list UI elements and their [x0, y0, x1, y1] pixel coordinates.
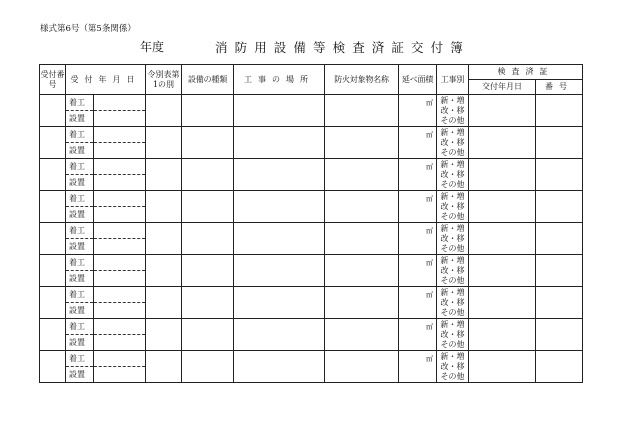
issue-date-cell: [469, 319, 536, 351]
work-option: 改・移: [440, 233, 465, 243]
cert-number-cell: [536, 319, 583, 351]
install-date-value: [94, 111, 146, 127]
issue-date-cell: [469, 191, 536, 223]
cert-number-cell: [536, 191, 583, 223]
start-date-value: [94, 319, 146, 335]
work-option: その他: [440, 339, 465, 349]
location-cell: [234, 159, 325, 191]
work-type-cell: [437, 319, 469, 351]
issue-date-cell: [469, 351, 536, 383]
floor-area-cell: ㎡: [399, 127, 437, 159]
start-label: 着工: [66, 191, 94, 207]
install-label: 設置: [66, 303, 94, 319]
start-label: 着工: [66, 159, 94, 175]
install-label: 設置: [66, 175, 94, 191]
category-cell: [146, 159, 182, 191]
work-option: 新・増: [440, 159, 465, 169]
floor-area-cell: ㎡: [399, 159, 437, 191]
floor-area-cell: ㎡: [399, 223, 437, 255]
work-type-cell: [437, 255, 469, 287]
work-option: 新・増: [440, 127, 465, 137]
equipment-cell: [182, 223, 234, 255]
work-option: 新・増: [440, 319, 465, 329]
start-label: 着工: [66, 223, 94, 239]
number-cell: [40, 159, 66, 191]
header-issue-date: 交付年月日: [469, 80, 536, 95]
work-option: 改・移: [440, 329, 465, 339]
start-label: 着工: [66, 319, 94, 335]
floor-area-cell: ㎡: [399, 191, 437, 223]
cert-number-cell: [536, 95, 583, 127]
install-date-value: [94, 239, 146, 255]
category-cell: [146, 287, 182, 319]
category-cell: [146, 127, 182, 159]
work-option: その他: [440, 307, 465, 317]
header-location: 工事の場所: [234, 65, 325, 95]
work-option: 改・移: [440, 201, 465, 211]
category-cell: [146, 319, 182, 351]
work-type-cell: [437, 95, 469, 127]
equipment-cell: [182, 319, 234, 351]
cert-number-cell: [536, 287, 583, 319]
ledger-table: [39, 64, 583, 383]
cert-number-cell: [536, 127, 583, 159]
start-label: 着工: [66, 95, 94, 111]
floor-area-cell: ㎡: [399, 255, 437, 287]
object-name-cell: [325, 191, 399, 223]
work-option: その他: [440, 371, 465, 381]
work-option: 改・移: [440, 105, 465, 115]
ledger-row: [40, 191, 583, 207]
number-cell: [40, 255, 66, 287]
object-name-cell: [325, 127, 399, 159]
header-object-name: 防火対象物名称: [325, 65, 399, 95]
work-option: 改・移: [440, 137, 465, 147]
work-option: その他: [440, 275, 465, 285]
form-code: 様式第6号（第5条関係）: [40, 24, 136, 34]
number-cell: [40, 191, 66, 223]
ledger-row: [40, 287, 583, 303]
number-cell: [40, 223, 66, 255]
work-option: 新・増: [440, 287, 465, 297]
header-certificate: 検査済証: [469, 65, 583, 80]
start-label: 着工: [66, 351, 94, 367]
ledger-row: [40, 127, 583, 143]
number-cell: [40, 127, 66, 159]
object-name-cell: [325, 223, 399, 255]
equipment-cell: [182, 191, 234, 223]
equipment-cell: [182, 287, 234, 319]
start-date-value: [94, 127, 146, 143]
location-cell: [234, 191, 325, 223]
header-number: 受付番号: [40, 65, 66, 95]
issue-date-cell: [469, 159, 536, 191]
ledger-row: [40, 319, 583, 335]
work-option: 新・増: [440, 255, 465, 265]
work-type-cell: [437, 191, 469, 223]
cert-number-cell: [536, 351, 583, 383]
header-floor-area: 延べ面積: [399, 65, 437, 95]
install-label: 設置: [66, 367, 94, 383]
category-cell: [146, 95, 182, 127]
install-label: 設置: [66, 271, 94, 287]
object-name-cell: [325, 159, 399, 191]
header-equipment: 設備の種類: [182, 65, 234, 95]
work-type-cell: [437, 287, 469, 319]
object-name-cell: [325, 95, 399, 127]
object-name-cell: [325, 319, 399, 351]
install-label: 設置: [66, 143, 94, 159]
ledger-row: [40, 159, 583, 175]
install-date-value: [94, 143, 146, 159]
ledger-row: [40, 223, 583, 239]
equipment-cell: [182, 95, 234, 127]
cert-number-cell: [536, 223, 583, 255]
work-option: その他: [440, 147, 465, 157]
work-option: その他: [440, 115, 465, 125]
category-cell: [146, 351, 182, 383]
location-cell: [234, 95, 325, 127]
form-title: 消防用設備等検査済証交付簿: [215, 40, 470, 55]
number-cell: [40, 95, 66, 127]
number-cell: [40, 287, 66, 319]
year-label: 年度: [140, 40, 165, 54]
work-option: 新・増: [440, 95, 465, 105]
work-option: 改・移: [440, 169, 465, 179]
category-cell: [146, 191, 182, 223]
work-option: 新・増: [440, 351, 465, 361]
cert-number-cell: [536, 255, 583, 287]
issue-date-cell: [469, 287, 536, 319]
equipment-cell: [182, 255, 234, 287]
header-category: 令別表第1の別: [146, 65, 182, 95]
floor-area-cell: ㎡: [399, 351, 437, 383]
location-cell: [234, 351, 325, 383]
work-type-cell: [437, 351, 469, 383]
object-name-cell: [325, 255, 399, 287]
install-date-value: [94, 175, 146, 191]
install-label: 設置: [66, 207, 94, 223]
start-date-value: [94, 351, 146, 367]
start-label: 着工: [66, 255, 94, 271]
header-work-type: 工事別: [437, 65, 469, 95]
start-label: 着工: [66, 287, 94, 303]
equipment-cell: [182, 159, 234, 191]
install-date-value: [94, 303, 146, 319]
issue-date-cell: [469, 223, 536, 255]
install-label: 設置: [66, 335, 94, 351]
install-date-value: [94, 271, 146, 287]
ledger-body: [40, 95, 583, 383]
floor-area-cell: ㎡: [399, 319, 437, 351]
ledger-row: [40, 255, 583, 271]
work-option: 改・移: [440, 265, 465, 275]
number-cell: [40, 319, 66, 351]
work-type-cell: [437, 127, 469, 159]
category-cell: [146, 223, 182, 255]
start-date-value: [94, 159, 146, 175]
work-option: 改・移: [440, 297, 465, 307]
equipment-cell: [182, 351, 234, 383]
floor-area-cell: ㎡: [399, 95, 437, 127]
start-date-value: [94, 191, 146, 207]
header-cert-number: 番号: [536, 80, 583, 95]
start-date-value: [94, 95, 146, 111]
header-date: 受付年月日: [66, 65, 146, 95]
location-cell: [234, 255, 325, 287]
install-label: 設置: [66, 111, 94, 127]
start-date-value: [94, 287, 146, 303]
number-cell: [40, 351, 66, 383]
floor-area-cell: ㎡: [399, 287, 437, 319]
work-type-cell: [437, 223, 469, 255]
start-date-value: [94, 255, 146, 271]
install-label: 設置: [66, 239, 94, 255]
location-cell: [234, 319, 325, 351]
issue-date-cell: [469, 255, 536, 287]
start-label: 着工: [66, 127, 94, 143]
work-option: その他: [440, 179, 465, 189]
location-cell: [234, 223, 325, 255]
work-option: 新・増: [440, 191, 465, 201]
work-option: その他: [440, 211, 465, 221]
install-date-value: [94, 367, 146, 383]
issue-date-cell: [469, 95, 536, 127]
work-option: その他: [440, 243, 465, 253]
install-date-value: [94, 335, 146, 351]
start-date-value: [94, 223, 146, 239]
location-cell: [234, 287, 325, 319]
ledger-row: [40, 95, 583, 111]
object-name-cell: [325, 351, 399, 383]
work-option: 改・移: [440, 361, 465, 371]
work-option: 新・増: [440, 223, 465, 233]
install-date-value: [94, 207, 146, 223]
category-cell: [146, 255, 182, 287]
equipment-cell: [182, 127, 234, 159]
cert-number-cell: [536, 159, 583, 191]
title-row: [40, 38, 600, 56]
ledger-row: [40, 351, 583, 367]
location-cell: [234, 127, 325, 159]
work-type-cell: [437, 159, 469, 191]
issue-date-cell: [469, 127, 536, 159]
object-name-cell: [325, 287, 399, 319]
